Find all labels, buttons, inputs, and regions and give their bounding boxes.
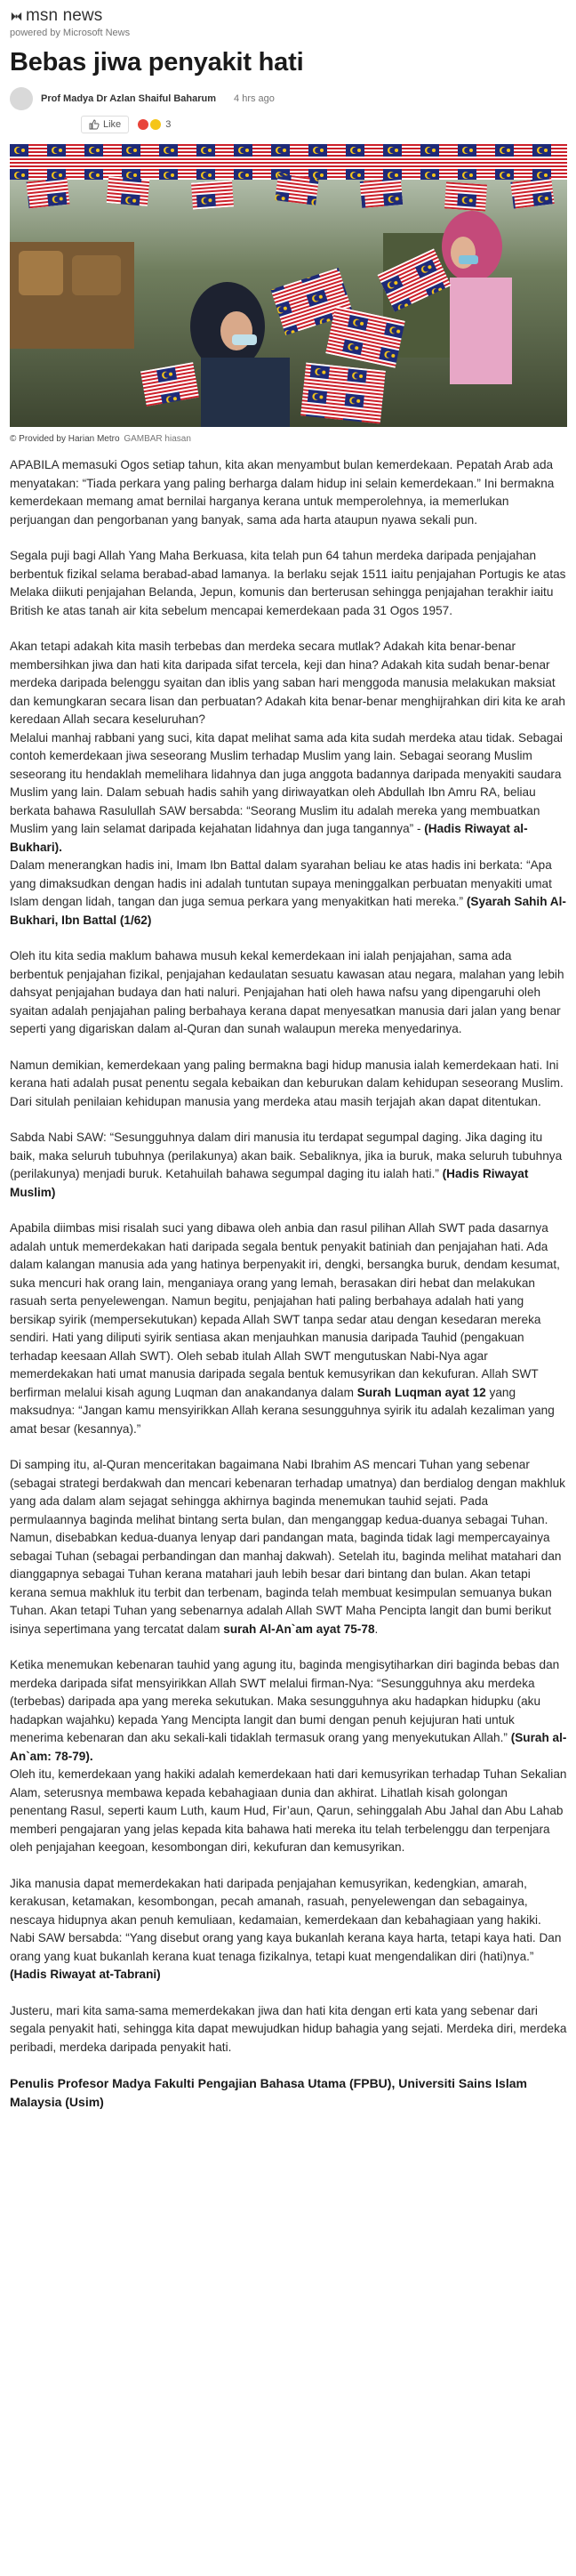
paragraph-14: Justeru, mari kita sama-sama memerdekakan jiwa dan hati kita dengan erti kata yang sebenar dari segala penyakit hati, sehingga kita dapat mewujudkan hidup bahagia yang sejati. Merdeka diri, merdeka peribadi, merdeka daripada penyakit hati. xyxy=(10,2003,567,2054)
paragraph-5 xyxy=(10,857,567,930)
paragraph-8-text: Sabda Nabi SAW: “Sesungguhnya dalam diri manusia itu terdapat segumpal daging. Jika daging itu baik, maka seluruh tubuhnya (perilakunya) akan baik. Sebaliknya, jika ia buruk, maka seluruh tubuhnya (perilakunya) menjadi buruk. Ketahuilah bahawa segumpal daging itu ialah hati.” xyxy=(10,1131,563,1180)
paragraph-11 xyxy=(10,1656,567,1766)
paragraph-8-ref: (Hadis Riwayat Muslim) xyxy=(10,1167,529,1199)
paragraph-9 xyxy=(10,1220,567,1438)
paragraph-1: APABILA memasuki Ogos setiap tahun, kita akan menyambut bulan kemerdekaan. Pepatah Arab ada menyatakan: “Tiada perkara yang paling berharga dalam hidup ini selain kemerdekaan.” Ini bermakna kemerdekaan memang amat bernilai harganya kerana untuk memperolehnya, ia memerlukan perjuangan dan pengorbanan yang banyak, sama ada harta ataupun nyawa sekali pun. xyxy=(10,458,555,527)
caption-provider: © Provided by Harian Metro xyxy=(10,434,120,444)
brand-header xyxy=(10,0,567,27)
paragraph-4-text: Melalui manhaj rabbani yang suci, kita dapat melihat sama ada kita sudah merdeka atau tidak. Sebagai contoh kemerdekaan jiwa seseorang Muslim terhadap Muslim yang lain. Sebagai seorang Muslim seseorang itu hendaklah memelihara lidahnya dan juga anggota badannya daripada menyakiti saudara Muslim yang lain. Dalam sebuah hadis sahih yang diriwayatkan oleh Abdullah Ibn Amru RA, beliau berkata bahawa Rasulullah SAW bersabda: “Seorang Muslim itu adalah mereka yang membuatkan Muslim yang lain selamat daripada kejahatan lidahnya dan juga tangannya” - xyxy=(10,730,563,835)
hero-image xyxy=(10,144,567,427)
paragraph-4-ref: (Hadis Riwayat al-Bukhari). xyxy=(10,822,528,854)
paragraph-12: Oleh itu, kemerdekaan yang hakiki adalah kemerdekaan hati dari kemusyrikan terhadap Tuhan Sekalian Alam, seterusnya membawa kepada kebahagiaan dunia dan akhirat. Lihatlah kisah golongan penentang Rasul, seperti kaum Luth, kaum Hud, Fir’aun, Qarun, sehinggalah Abu Jahal dan Abu Lahab memberi pengajaran yang jelas kepada kita bahawa hati mereka itu telah terbelenggu dan terpenjara oleh penjajahan keegoan, kesombongan diri, kekufuran dan kemusyrikan. xyxy=(10,1767,567,1854)
paragraph-3: Akan tetapi adakah kita masih terbebas dan merdeka secara mutlak? Adakah kita benar-benar membersihkan jiwa dan hati kita daripada sifat tercela, keji dan hina? Adakah kita sudah benar-benar merdeka daripada belenggu syaitan dan iblis yang saban hari menggoda manusia melakukan maksiat dan kemungkaran secara lisan dan perbuatan? Adakah kita benar-benar menghijrahkan diri kita ke arah keredaan Allah secara keseluruhan? xyxy=(10,640,565,726)
author-avatar xyxy=(10,87,33,110)
paragraph-8 xyxy=(10,1129,567,1202)
paragraph-5-ref: (Syarah Sahih Al-Bukhari, Ibn Battal (1/62) xyxy=(10,895,566,927)
publish-time: 4 hrs ago xyxy=(234,93,275,104)
powered-by: powered by Microsoft News xyxy=(10,28,131,38)
msn-butterfly-icon xyxy=(10,10,23,23)
brand-name[interactable]: msn news xyxy=(26,6,103,25)
author-footnote: Penulis Profesor Madya Fakulti Pengajian Bahasa Utama (FPBU), Universiti Sains Islam Malaysia (Usim) xyxy=(10,2076,527,2109)
like-button[interactable] xyxy=(81,116,129,133)
paragraph-2: Segala puji bagi Allah Yang Maha Berkuasa, kita telah pun 64 tahun merdeka daripada penjajahan berbentuk fizikal selama berabad-abad lamanya. Ia berlaku sejak 1511 iaitu penjajahan Portugis ke atas Melaka diikuti penjajahan Belanda, Jepun, komunis dan berterusan sehingga penjajahan terakhir iaitu British ke atas tanah air kita sebelum mencapai kemerdekaan pada 31 Ogos 1957. xyxy=(10,549,566,617)
author-name[interactable]: Prof Madya Dr Azlan Shaiful Baharum xyxy=(41,93,217,104)
paragraph-13 xyxy=(10,1875,567,1984)
like-label: Like xyxy=(103,119,122,130)
paragraph-9-text: Apabila diimbas misi risalah suci yang dibawa oleh anbia dan rasul pilihan Allah SWT pada dasarnya adalah untuk memerdekakan hati daripada segala bentuk penyakit batiniah dan penjajahan hati. Ada dalam kalangan manusia ada yang hatinya berpenyakit iri, dengki, bersangka buruk, dendam kesumat, suka mencuri hak orang lain, menganiaya orang yang lemah, berasakan diri hebat dan melakukan rasuah serta penyelewengan. Namun begitu, penjajahan hati paling berbahaya adalah hati yang bersikap syirik (mempersekutukan) kepada Allah SWT tanpa sedar atau dengan kesedaran mereka sendiri. Hati yang diliputi syirik sentiasa akan menjauhkan manusia daripada Tauhid (pengakuan terhadap keesaan Allah SWT). Oleh sebab itulah Allah SWT mengutuskan Nabi-Nya agar memerdekakan hati umat manusia daripada segala bentuk kemusyrikan dan kekufuran. Allah SWT berfirman melalui kisah agung Luqman dan anakandanya dalam xyxy=(10,1221,560,1399)
reaction-bar xyxy=(81,116,567,133)
paragraph-4 xyxy=(10,729,567,857)
heart-reaction-icon xyxy=(138,119,148,130)
paragraph-13-ref: (Hadis Riwayat at-Tabrani) xyxy=(10,1968,161,1981)
paragraph-9-tail: yang maksudnya: “Jangan kamu mensyirikkan Allah kerana sesungguhnya syirik itu adalah kezaliman yang amat besar (kesannya).” xyxy=(10,1385,555,1436)
paragraph-6: Oleh itu kita sedia maklum bahawa musuh kekal kemerdekaan ini ialah penjajahan, sama ada berbentuk penjajahan fizikal, penjajahan kedaulatan sesuatu kawasan atau negara, malahan yang lebih dahsyat penjajahan budaya dan hati naluri. Penjajahan hati oleh hawa nafsu yang dipengaruhi oleh syaitan adalah penjajahan paling berbahaya kerana dapat menyesatkan manusia dari jalan yang benar seperti yang digariskan dalam al-Quran dan sunah walaupun mereka menyedarinya. xyxy=(10,949,564,1035)
hero-photo-flags xyxy=(10,144,567,427)
thumbs-up-icon xyxy=(89,119,100,130)
paragraph-10 xyxy=(10,1456,567,1638)
paragraph-10-tail: . xyxy=(374,1622,379,1636)
reaction-summary[interactable] xyxy=(138,119,171,130)
article-body xyxy=(10,456,567,2112)
caption-credit: GAMBAR hiasan xyxy=(124,434,191,444)
paragraph-9-ref: Surah Luqman ayat 12 xyxy=(356,1385,486,1399)
paragraph-10-text: Di samping itu, al-Quran menceritakan bagaimana Nabi Ibrahim AS mencari Tuhan yang sebenar (sebagai strategi berdakwah dan mencari kebenaran terhadap umatnya) dan berdialog dengan makhluk yang ada dalam alam sejagat sehingga akhirnya baginda menemukan tauhid sejati. Pada permulaannya baginda melihat bintang serta bulan, dan menganggap kedua-duanya sebagai Tuhan. Namun, disebabkan kedua-duanya lenyap dari pandangan mata, baginda tidak lagi mempercayainya sebagai Tuhan (sebagai perbandingan dan manhaj dakwah). Setelah itu, baginda melihat matahari dan dianggapnya sebagai Tuhan kerana matahari jauh lebih besar dari bintang dan bulan. Akan tetapi kerana semua makhluk itu terbit dan terbenam, baginda telah membuat kesimpulan semuanya bukan Tuhan. Akan tetapi Tuhan yang sebenarnya adalah Allah SWT Maha Pencipta langit dan bumi berikut isinya sepertimana yang tercatat dalam xyxy=(10,1458,565,1636)
byline xyxy=(10,88,567,109)
paragraph-11-ref: (Surah al-An`am: 78-79). xyxy=(10,1731,567,1763)
image-caption xyxy=(10,434,567,444)
reaction-count: 3 xyxy=(165,119,172,130)
paragraph-5-text: Dalam menerangkan hadis ini, Imam Ibn Battal dalam syarahan beliau ke atas hadis ini berkata: “Apa yang dimaksudkan dengan hadis ini adalah tuntutan supaya meninggalkan perbuatan menyakiti umat Islam dengan lidah, tangan dan juga semua perkara yang menyakitkan hati mereka.” xyxy=(10,858,552,908)
paragraph-10-ref: surah Al-An`am ayat 75-78 xyxy=(223,1622,375,1636)
smile-reaction-icon xyxy=(150,119,161,130)
page-title: Bebas jiwa penyakit hati xyxy=(10,48,304,76)
paragraph-7: Namun demikian, kemerdekaan yang paling bermakna bagi hidup manusia ialah kemerdekaan hati. Ini kerana hati adalah pusat penentu segala kebaikan dan keburukan dalam kehidupan seseorang Muslim. Dari situlah penilaian kehidupan manusia yang merdeka atau masih terjajah akan dapat ditentukan. xyxy=(10,1058,564,1108)
paragraph-13-text: Jika manusia dapat memerdekakan hati daripada penjajahan kemusyrikan, kedengkian, amarah, kerakusan, ketamakan, kesombongan, pecah amanah, rasuah, penyelewengan dan sebagainya, nescaya hidupnya akan penuh kemuliaan, kedamaian, kemerdekaan dan kebahagiaan yang hakiki. Nabi SAW bersabda: “Yang disebut orang yang kaya bukanlah kerana kaya harta, tetapi kaya hati. Dan orang yang kuat bukanlah kerana kuat tenaga fizikalnya, tetapi kuat mengendalikan diri (hati)nya.” xyxy=(10,1876,562,1963)
paragraph-11-text: Ketika menemukan kebenaran tauhid yang agung itu, baginda mengisytiharkan diri baginda bebas dan merdeka daripada sifat mensyirikkan Allah SWT melalui firman-Nya: “Sesungguhnya aku merdeka (terbebas) daripada apa yang mereka sekutukan. Maka sesungguhnya aku hadapkan hidupku (aku hadapkan wajahku) kepada Yang Mencipta langit dan bumi dengan penuh kejujuran hati untuk menerima kebenaran dan aku sekali-kali tidaklah termasuk orang yang menyekutukan Allah.” xyxy=(10,1658,560,1744)
